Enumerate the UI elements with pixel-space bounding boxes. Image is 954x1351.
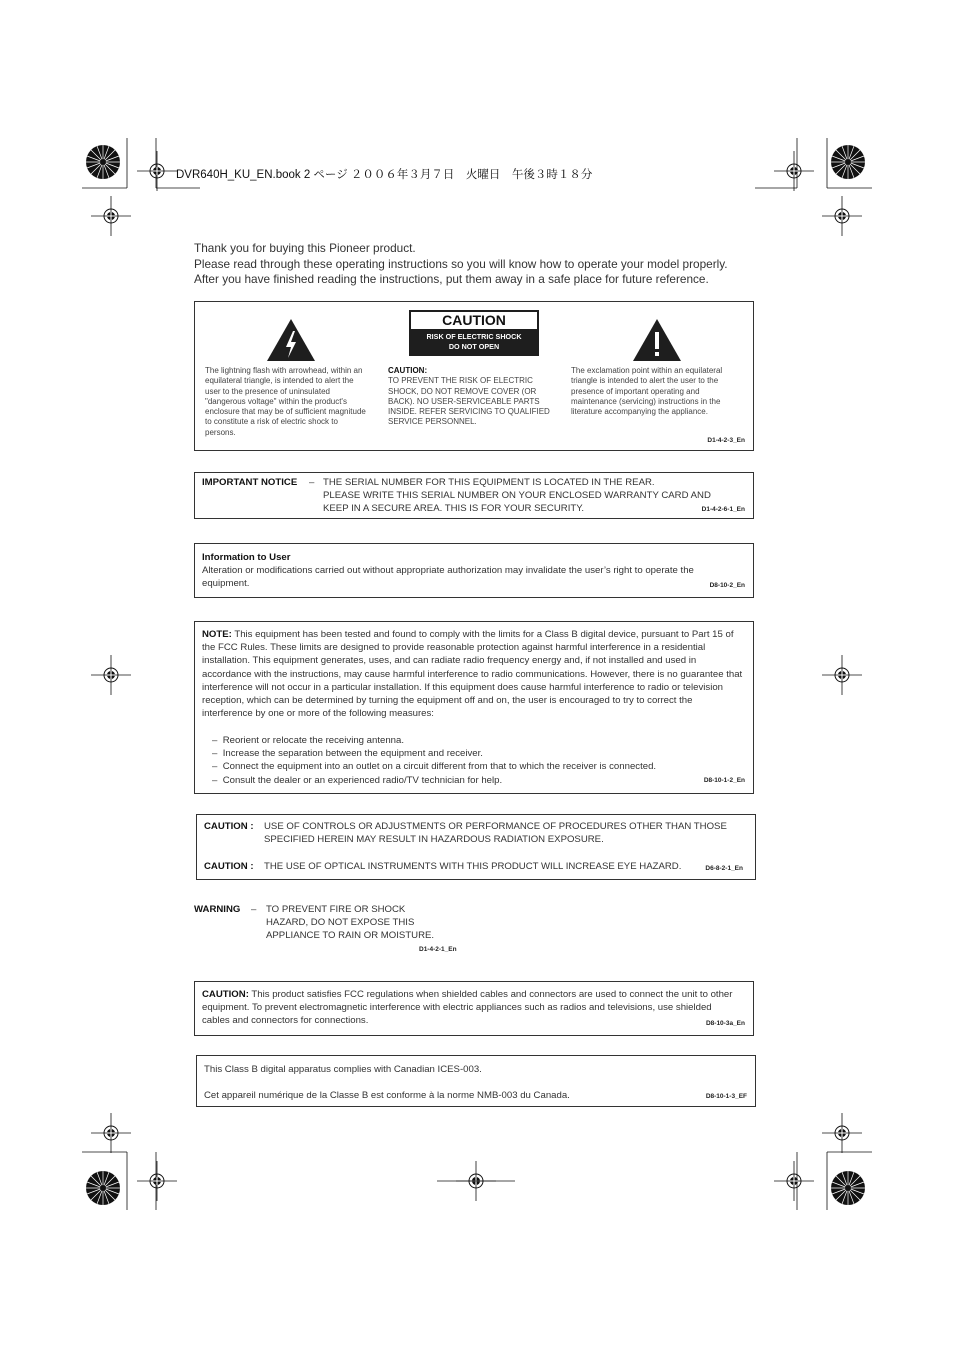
list-item: – Reorient or relocate the receiving antenna. (212, 735, 405, 746)
caution-label (409, 310, 539, 356)
intro-line: Thank you for buying this Pioneer product. (194, 241, 416, 255)
laser-caution-label: CAUTION : (204, 861, 254, 872)
reference-code: D8-10-1-3_EF (705, 1093, 747, 1100)
fcc-note-text: This equipment has been tested and found to comply with the limits for a Class B digital device, pursuant to Part 15 of the FCC Rules. These limits are designed to provide reasonable protection against harmful interference in a residential installation. This equipment generates, uses, and can radiate radio frequency energy and, if not installed and used in accordance with the instructions, may cause harmful interference to radio communications. However, there is no guarantee that interference will not occur in a particular installation. If this equipment does cause harmful interference to radio or television reception, which can be determined by turning the equipment off and on, the user is encouraged to try to correct the interference by one or more of the following measures: (202, 629, 743, 720)
fcc-cable-caution-box (194, 981, 754, 1036)
intro-text (194, 241, 774, 288)
intro-line: Please read through these operating instructions so you will know how to operate your model properly. (194, 256, 728, 271)
reference-code: D1-4-2-1_En (419, 946, 457, 953)
reference-code: D6-8-2-1_En (705, 865, 743, 872)
lightning-explanation: The lightning flash with arrowhead, within an equilateral triangle, is intended to alert the user to the presence of uninsulated "dangerous voltage" within the product's enclosure that may be of sufficient magnitude to constitute a risk of electric shock to persons. (205, 366, 366, 437)
caution-label-line: RISK OF ELECTRIC SHOCK (426, 332, 522, 341)
laser-caution-text: USE OF CONTROLS OR ADJUSTMENTS OR PERFORMANCE OF PROCEDURES OTHER THAN THOSE SPECIFIED HEREIN MAY RESULT IN HAZARDOUS RADIATION EXPOSURE. (264, 821, 727, 846)
fcc-cable-text: This product satisfies FCC regulations when shielded cables and connectors are used to connect the unit to other equipment. To prevent electromagnetic interference with electric appliances such as radios and televisions, use shielded cables and connectors for connections. (202, 989, 733, 1027)
shock-caution-body: TO PREVENT THE RISK OF ELECTRIC SHOCK, DO NOT REMOVE COVER (OR BACK). NO USER-SERVICEABLE PARTS INSIDE. REFER SERVICING TO QUALIFIED SERVICE PERSONNEL. (388, 376, 550, 427)
important-notice-text (323, 476, 711, 516)
important-notice-label: IMPORTANT NOTICE (202, 477, 298, 488)
reference-code: D8-10-1-2_En (703, 777, 745, 784)
warning-line: HAZARD, DO NOT EXPOSE THIS (266, 917, 415, 929)
caution-label-title: CAUTION (411, 312, 537, 329)
important-notice-dash: – (309, 477, 315, 488)
canada-french: Cet appareil numérique de la Classe B est conforme à la norme NMB-003 du Canada. (204, 1090, 570, 1101)
information-to-user-box (194, 543, 754, 598)
notice-line: KEEP IN A SECURE AREA. THIS IS FOR YOUR SECURITY. (323, 503, 585, 515)
shock-caution-text (388, 366, 558, 428)
information-to-user (202, 551, 742, 591)
lightning-triangle-icon (265, 317, 317, 363)
reference-code: D1-4-2-6-1_En (701, 506, 745, 513)
important-notice-box (194, 472, 754, 519)
fcc-cable-label: CAUTION: (202, 989, 249, 1000)
fcc-note-box (194, 621, 754, 794)
warning-line: APPLIANCE TO RAIN OR MOISTURE. (266, 930, 435, 942)
list-item: – Connect the equipment into an outlet on a circuit different from that to which the receiver is connected. (212, 761, 657, 773)
laser-caution-text: THE USE OF OPTICAL INSTRUMENTS WITH THIS PRODUCT WILL INCREASE EYE HAZARD. (264, 861, 682, 872)
laser-caution-label: CAUTION : (204, 821, 254, 832)
warning-label: WARNING (194, 904, 241, 915)
fcc-note-label: NOTE: (202, 629, 232, 640)
reference-code: D1-4-2-3_En (707, 437, 745, 444)
exclamation-triangle-icon (631, 317, 683, 363)
notice-line: THE SERIAL NUMBER FOR THIS EQUIPMENT IS LOCATED IN THE REAR. (323, 477, 655, 488)
book-header: DVR640H_KU_EN.book 2 ページ ２００６年３月７日 火曜日 午後３時１８分 (176, 169, 593, 181)
intro-line: After you have finished reading the instructions, put them away in a safe place for future reference. (194, 272, 709, 286)
list-item: – Consult the dealer or an experienced radio/TV technician for help. (212, 774, 503, 786)
electric-shock-caution-box (194, 301, 754, 451)
warning-text (266, 903, 434, 943)
notice-line: PLEASE WRITE THIS SERIAL NUMBER ON YOUR ENCLOSED WARRANTY CARD AND (323, 490, 711, 502)
laser-caution-box (196, 814, 756, 880)
canada-compliance-box (196, 1055, 756, 1107)
fcc-note (202, 628, 745, 720)
fcc-cable-caution (202, 988, 742, 1028)
reference-code: D8-10-3a_En (705, 1020, 745, 1027)
fcc-measures-list (212, 734, 656, 787)
shock-caution-title: CAUTION: (388, 366, 428, 375)
information-title: Information to User (202, 552, 291, 563)
exclamation-explanation: The exclamation point within an equilateral triangle is intended to alert the user to the presence of important operating and maintenance (servicing) instructions in the literature accompanying the appliance. (571, 366, 723, 417)
warning-dash: – (251, 904, 257, 915)
reference-code: D8-10-2_En (709, 582, 745, 589)
canada-english: This Class B digital apparatus complies with Canadian ICES-003. (204, 1064, 482, 1075)
caution-label-line: DO NOT OPEN (448, 342, 500, 351)
list-item: – Increase the separation between the equipment and receiver. (212, 748, 483, 760)
information-text: Alteration or modifications carried out without appropriate authorization may invalidate the user’s right to operate the equipment. (202, 565, 694, 590)
warning-line: TO PREVENT FIRE OR SHOCK (266, 904, 406, 915)
